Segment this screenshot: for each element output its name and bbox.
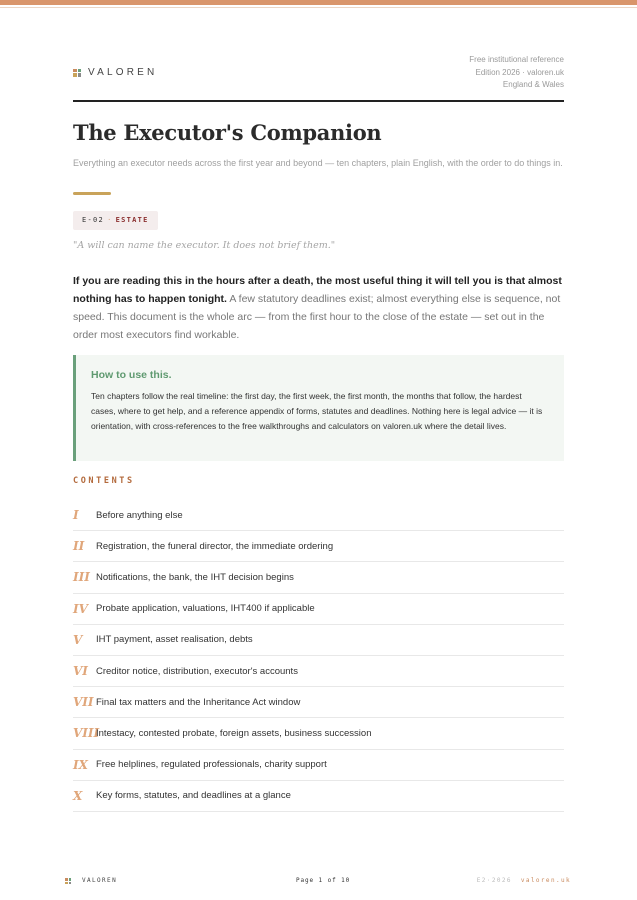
footer-code: E2·2026 <box>476 877 512 884</box>
tag-label: ESTATE <box>115 216 149 224</box>
toc-title: Registration, the funeral director, the immediate ordering <box>96 540 334 552</box>
page-number: Page 1 of 10 <box>296 877 351 884</box>
title-accent-bar <box>73 192 111 195</box>
toc-numeral: V <box>73 632 83 647</box>
meta-line: England & Wales <box>502 80 564 89</box>
brand-logo-square <box>73 73 77 77</box>
toc-title: Before anything else <box>96 509 183 521</box>
intro-bold: If you are reading this in the hours after a death, the most useful thing it will tell you is that almost nothing has to happen tonight. <box>73 275 562 305</box>
toc-row[interactable] <box>73 781 564 812</box>
page-header <box>73 54 564 100</box>
meta-line: Edition 2026 · valoren.uk <box>475 67 564 77</box>
toc-row[interactable] <box>73 656 564 687</box>
toc-title: Notifications, the bank, the IHT decision begins <box>96 571 294 583</box>
toc-numeral: IV <box>73 601 88 616</box>
toc-numeral: III <box>73 570 90 585</box>
toc-row[interactable] <box>73 500 564 531</box>
document-tag <box>73 211 158 230</box>
footer-logo-square <box>65 882 68 885</box>
footer-right <box>477 877 571 884</box>
footer-site-link[interactable]: valoren.uk <box>520 877 571 884</box>
toc-title: Intestacy, contested probate, foreign assets, business succession <box>96 727 372 739</box>
epigraph-quote: "A will can name the executor. It does not brief them." <box>73 240 336 251</box>
brand-logo-icon <box>73 69 81 77</box>
footer-logo-square <box>65 878 68 881</box>
table-of-contents <box>73 500 564 812</box>
toc-title: Key forms, statutes, and deadlines at a glance <box>96 790 291 802</box>
toc-numeral: VIII <box>73 726 100 741</box>
toc-row[interactable] <box>73 687 564 718</box>
footer-logo-square <box>69 882 72 885</box>
footer-brand: VALOREN <box>82 877 118 884</box>
toc-numeral: X <box>73 788 83 803</box>
how-to-use-callout <box>73 355 564 461</box>
toc-title: Creditor notice, distribution, executor's accounts <box>96 665 298 677</box>
intro-rest: A few statutory deadlines exist; almost everything else is sequence, not speed. This document is the whole arc — from the first hour to the close of the estate — set out in the order most executors find workable. <box>73 293 561 341</box>
toc-numeral: I <box>73 508 79 523</box>
toc-numeral: VII <box>73 695 94 710</box>
toc-numeral: VI <box>73 664 88 679</box>
tag-code: E-02 <box>82 216 105 224</box>
edition-meta <box>469 54 564 92</box>
brand-logo-square <box>73 69 77 73</box>
callout-title: How to use this. <box>91 369 172 381</box>
toc-title: Probate application, valuations, IHT400 if applicable <box>96 603 315 615</box>
brand-name: VALOREN <box>88 67 158 78</box>
toc-row[interactable] <box>73 531 564 562</box>
tag-separator: · <box>107 216 113 224</box>
toc-row[interactable] <box>73 562 564 593</box>
brand <box>73 67 157 78</box>
toc-title: IHT payment, asset realisation, debts <box>96 634 253 646</box>
top-accent-line <box>0 7 637 8</box>
toc-numeral: II <box>73 539 85 554</box>
intro-paragraph <box>73 272 564 344</box>
toc-row[interactable] <box>73 594 564 625</box>
header-rule <box>73 100 564 102</box>
toc-numeral: IX <box>73 757 88 772</box>
footer-logo-icon <box>65 878 71 884</box>
toc-row[interactable] <box>73 718 564 749</box>
meta-line: Free institutional reference <box>469 55 564 64</box>
contents-heading: CONTENTS <box>73 476 135 486</box>
toc-title: Final tax matters and the Inheritance Act window <box>96 696 301 708</box>
page-title: The Executor's Companion <box>73 120 382 145</box>
brand-logo-square <box>78 69 82 73</box>
toc-row[interactable] <box>73 625 564 656</box>
toc-title: Free helplines, regulated professionals, charity support <box>96 759 327 771</box>
footer-logo-square <box>69 878 72 881</box>
callout-text: Ten chapters follow the real timeline: the first day, the first week, the first month, the months that follow, the hardest cases, where to get help, and a reference appendix of forms, statutes and deadlines. Nothing here is legal advice — it is orientation, with cross-references to the free walkthroughs and calculators on valoren.uk where the detail lives. <box>91 391 543 431</box>
top-accent-bar <box>0 0 637 5</box>
page-subtitle: Everything an executor needs across the first year and beyond — ten chapters, plain English, with the order to do things in. <box>73 158 563 168</box>
page-footer <box>65 876 571 888</box>
brand-logo-square <box>78 73 82 77</box>
toc-row[interactable] <box>73 750 564 781</box>
